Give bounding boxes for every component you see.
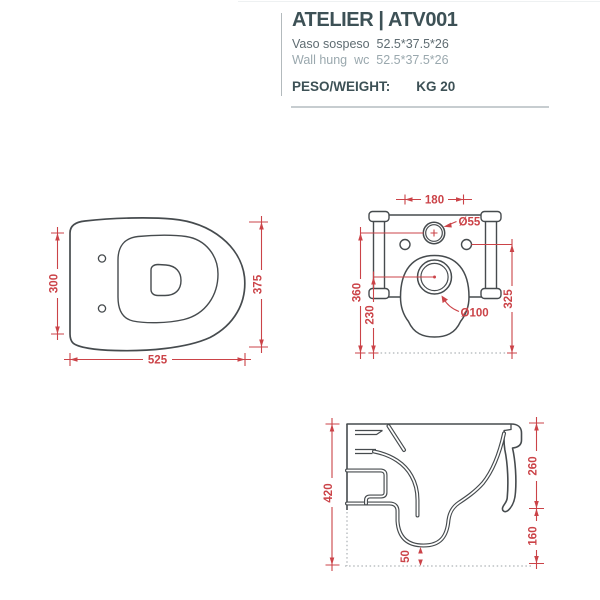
side-view-bowl-and-trap xyxy=(347,434,504,546)
dimension-420 xyxy=(323,418,340,571)
side-view-rim-notch xyxy=(505,424,512,431)
product-title: ATELIER | ATV001 xyxy=(292,9,458,31)
dim-label-525: 525 xyxy=(147,354,168,367)
weight-label: PESO/WEIGHT: xyxy=(292,79,391,94)
dimension-260 xyxy=(528,417,545,509)
side-view-spout-wall xyxy=(389,426,405,450)
dim-label-360: 360 xyxy=(351,282,364,303)
dim-label-420: 420 xyxy=(323,483,335,503)
dimension-180 xyxy=(396,195,472,207)
dimension-375 xyxy=(249,216,268,353)
side-view xyxy=(323,417,544,571)
dim-label-50: 50 xyxy=(400,550,412,563)
weight-value: KG 20 xyxy=(416,79,456,94)
dim-label-outlet: Ø100 xyxy=(460,307,489,320)
inlet-diameter-callout xyxy=(444,217,481,229)
dim-label-300: 300 xyxy=(48,273,61,294)
top-view xyxy=(49,216,269,367)
dimension-50 xyxy=(400,547,423,566)
outlet-center-mark xyxy=(433,276,436,279)
front-view xyxy=(352,195,518,360)
front-view-left-bracket xyxy=(369,212,389,299)
dim-label-160: 160 xyxy=(527,526,540,546)
front-view-bolt-hole-right xyxy=(462,240,472,250)
front-view-right-bracket xyxy=(481,212,501,299)
top-view-drain-outline xyxy=(151,265,181,296)
dimension-160 xyxy=(528,509,545,570)
dim-label-inlet: Ø55 xyxy=(458,216,481,229)
subtitle-italian: Vaso sospeso 52.5*37.5*26 xyxy=(292,37,449,51)
dimension-300 xyxy=(49,227,65,340)
dim-label-180: 180 xyxy=(424,194,445,207)
subtitle-english: Wall hung wc 52.5*37.5*26 xyxy=(292,53,449,67)
dim-label-375: 375 xyxy=(252,274,265,295)
dim-label-260: 260 xyxy=(527,456,540,476)
side-view-drain-notch xyxy=(347,471,386,504)
dimension-525 xyxy=(64,353,251,367)
dim-label-230: 230 xyxy=(364,305,377,325)
dim-label-325: 325 xyxy=(503,289,515,309)
side-view-fixing-slot-upper xyxy=(355,431,383,435)
front-view-bolt-hole-left xyxy=(400,240,410,250)
